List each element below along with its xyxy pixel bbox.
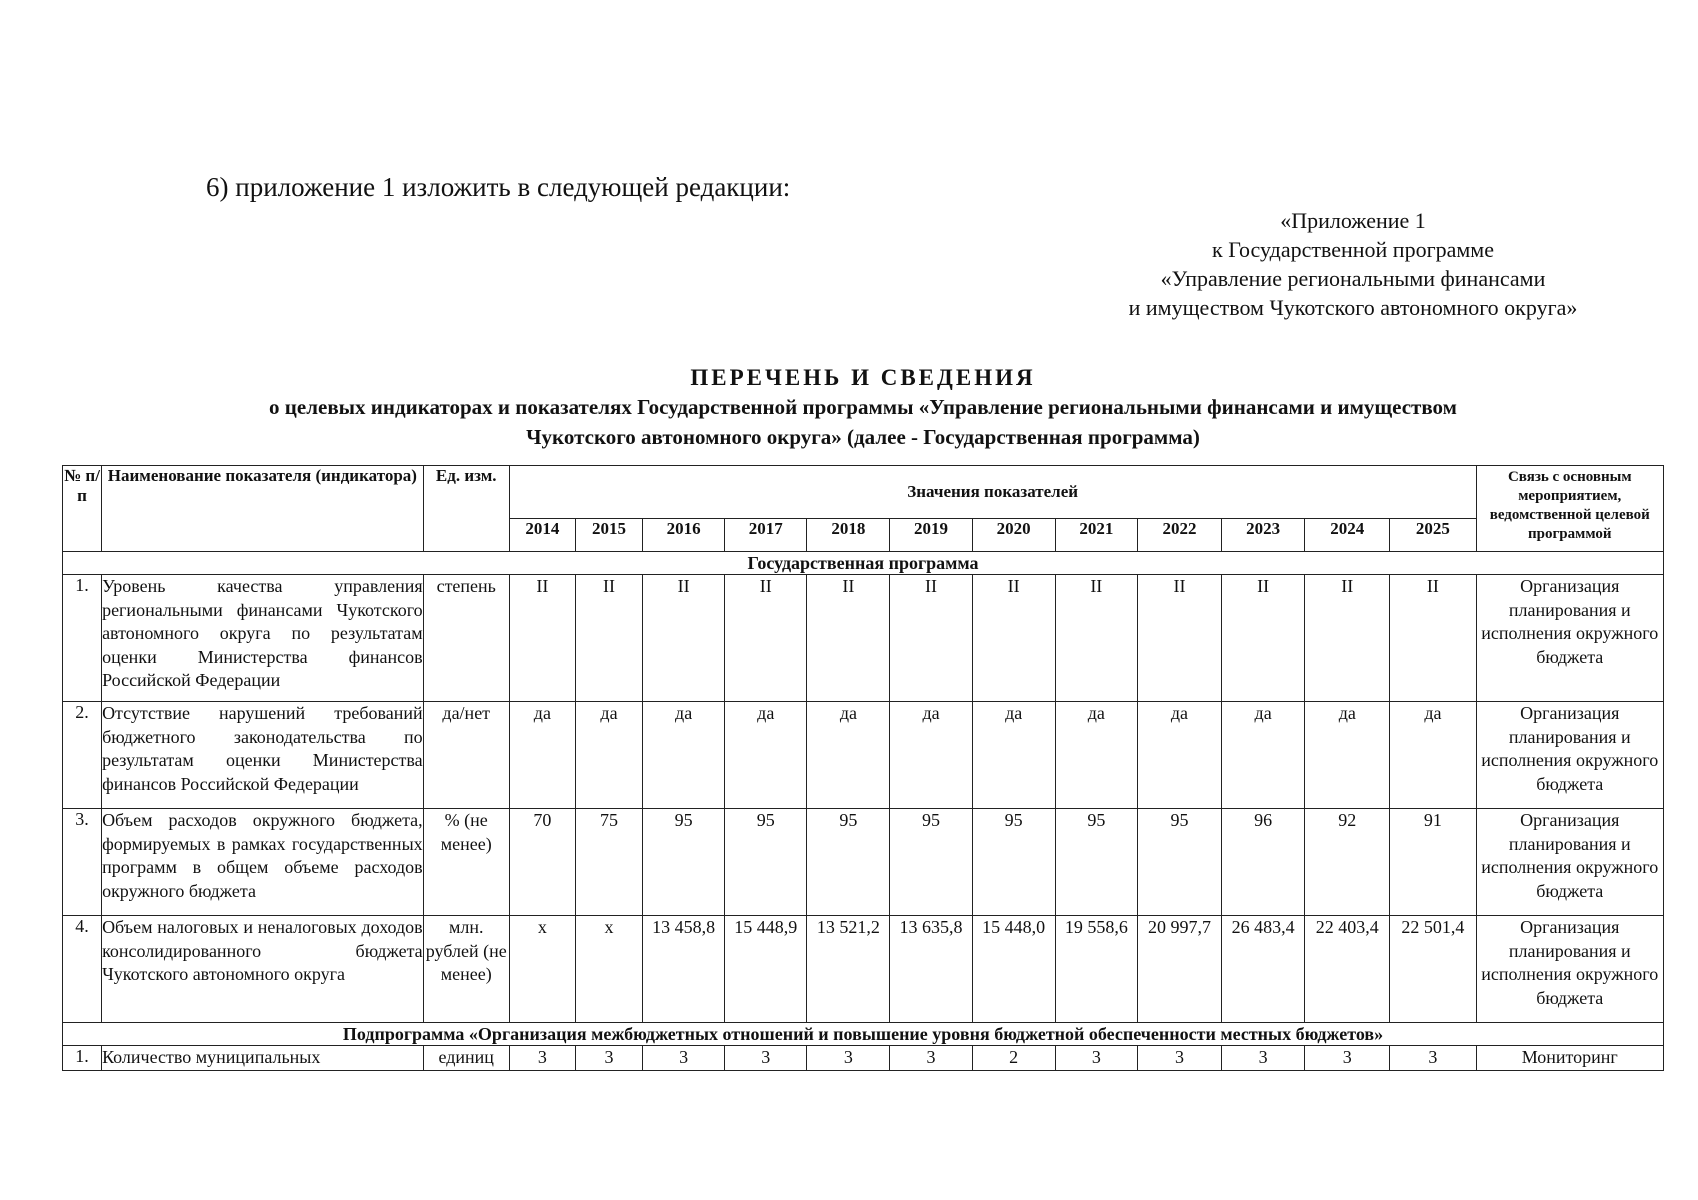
value-cell: 13 635,8 [890,916,972,1023]
value-cell: 13 458,8 [643,916,725,1023]
value-cell: 3 [509,1046,575,1071]
value-cell: II [972,575,1055,702]
table-body [63,575,1664,1023]
header-values: Значения показателей [509,466,1476,519]
value-cell: х [575,916,642,1023]
value-cell: х [509,916,575,1023]
value-cell: 75 [575,809,642,916]
value-cell: 95 [807,809,890,916]
value-cell: 22 403,4 [1305,916,1390,1023]
value-cell: II [1305,575,1390,702]
value-cell: 26 483,4 [1222,916,1305,1023]
value-cell: II [725,575,807,702]
row-number: 3. [63,809,102,916]
table-row [63,575,1664,702]
value-cell: да [1137,702,1221,809]
appendix-line: к Государственной программе [1212,237,1494,262]
header-link: Связь с основным мероприятием, ведомственной целевой программой [1476,466,1663,552]
header-year: 2024 [1305,519,1390,552]
value-cell: 3 [1390,1046,1476,1071]
value-cell: 96 [1222,809,1305,916]
value-cell: 3 [575,1046,642,1071]
subtitle-line: о целевых индикаторах и показателях Государственной программы «Управление региональными финансами и имуществом [269,395,1457,419]
value-cell: 3 [1305,1046,1390,1071]
value-cell: II [509,575,575,702]
value-cell: II [643,575,725,702]
subtitle-line: Чукотского автономного округа» (далее - Государственная программа) [526,425,1200,449]
value-cell: II [1137,575,1221,702]
link-cell: Организация планирования и исполнения окружного бюджета [1476,575,1663,702]
unit-cell: степень [423,575,509,702]
value-cell: да [807,702,890,809]
link-cell: Организация планирования и исполнения окружного бюджета [1476,916,1663,1023]
value-cell: 15 448,9 [725,916,807,1023]
value-cell: 15 448,0 [972,916,1055,1023]
value-cell: 95 [972,809,1055,916]
value-cell: II [807,575,890,702]
value-cell: 95 [725,809,807,916]
table-row [63,809,1664,916]
header-year: 2014 [509,519,575,552]
document-subtitle [62,392,1664,452]
value-cell: да [725,702,807,809]
subprogram-body [63,1046,1664,1071]
header-year: 2017 [725,519,807,552]
row-number: 4. [63,916,102,1023]
row-number: 1. [63,1046,102,1071]
indicator-name: Объем налоговых и неналоговых доходов консолидированного бюджета Чукотского автономного округа [102,916,424,1023]
header-year: 2016 [643,519,725,552]
value-cell: да [575,702,642,809]
header-year: 2015 [575,519,642,552]
section-title: Подпрограмма «Организация межбюджетных отношений и повышение уровня бюджетной обеспеченности местных бюджетов» [63,1023,1664,1046]
value-cell: 3 [725,1046,807,1071]
row-number: 1. [63,575,102,702]
section-row [63,552,1664,575]
indicator-name: Объем расходов окружного бюджета, формируемых в рамках государственных программ в общем объеме расходов окружного бюджета [102,809,424,916]
header-num: № п/п [63,466,102,552]
indicators-table [62,465,1664,1071]
value-cell: да [1305,702,1390,809]
header-year: 2025 [1390,519,1476,552]
link-cell: Мониторинг [1476,1046,1663,1071]
section-title: Государственная программа [63,552,1664,575]
unit-cell: млн. рублей (не менее) [423,916,509,1023]
header-year: 2023 [1222,519,1305,552]
value-cell: да [890,702,972,809]
indicator-name: Уровень качества управления региональными финансами Чукотского автономного округа по результатам оценки Министерства финансов Российской Федерации [102,575,424,702]
value-cell: 3 [890,1046,972,1071]
table-row [63,702,1664,809]
appendix-line: и имуществом Чукотского автономного округа» [1128,295,1578,320]
header-year: 2021 [1055,519,1137,552]
value-cell: II [1390,575,1476,702]
value-cell: 3 [807,1046,890,1071]
header-name: Наименование показателя (индикатора) [102,466,424,552]
value-cell: да [643,702,725,809]
value-cell: 22 501,4 [1390,916,1476,1023]
value-cell: 3 [1222,1046,1305,1071]
row-number: 2. [63,702,102,809]
value-cell: II [1055,575,1137,702]
header-year: 2018 [807,519,890,552]
appendix-line: «Приложение 1 [1280,208,1426,233]
value-cell: да [509,702,575,809]
appendix-heading [1073,206,1633,322]
indicator-name: Отсутствие нарушений требований бюджетного законодательства по результатам оценки Министерства финансов Российской Федерации [102,702,424,809]
section-row [63,1023,1664,1046]
unit-cell: единиц [423,1046,509,1071]
value-cell: да [1055,702,1137,809]
header-year: 2019 [890,519,972,552]
value-cell: 91 [1390,809,1476,916]
value-cell: 3 [1055,1046,1137,1071]
value-cell: 13 521,2 [807,916,890,1023]
value-cell: 20 997,7 [1137,916,1221,1023]
header-year: 2022 [1137,519,1221,552]
value-cell: II [575,575,642,702]
unit-cell: % (не менее) [423,809,509,916]
value-cell: 95 [1055,809,1137,916]
value-cell: II [890,575,972,702]
unit-cell: да/нет [423,702,509,809]
indicator-name: Количество муниципальных [102,1046,424,1071]
value-cell: II [1222,575,1305,702]
value-cell: 2 [972,1046,1055,1071]
value-cell: 19 558,6 [1055,916,1137,1023]
header-year: 2020 [972,519,1055,552]
value-cell: 70 [509,809,575,916]
table-row [63,1046,1664,1071]
value-cell: да [1390,702,1476,809]
value-cell: да [972,702,1055,809]
value-cell: 3 [643,1046,725,1071]
intro-text: 6) приложение 1 изложить в следующей редакции: [206,172,791,202]
value-cell: 95 [643,809,725,916]
value-cell: 95 [1137,809,1221,916]
appendix-line: «Управление региональными финансами [1160,266,1546,291]
value-cell: 3 [1137,1046,1221,1071]
link-cell: Организация планирования и исполнения окружного бюджета [1476,809,1663,916]
value-cell: 92 [1305,809,1390,916]
value-cell: 95 [890,809,972,916]
table-row [63,916,1664,1023]
header-unit: Ед. изм. [423,466,509,552]
value-cell: да [1222,702,1305,809]
link-cell: Организация планирования и исполнения окружного бюджета [1476,702,1663,809]
document-title: ПЕРЕЧЕНЬ И СВЕДЕНИЯ [690,365,1036,390]
